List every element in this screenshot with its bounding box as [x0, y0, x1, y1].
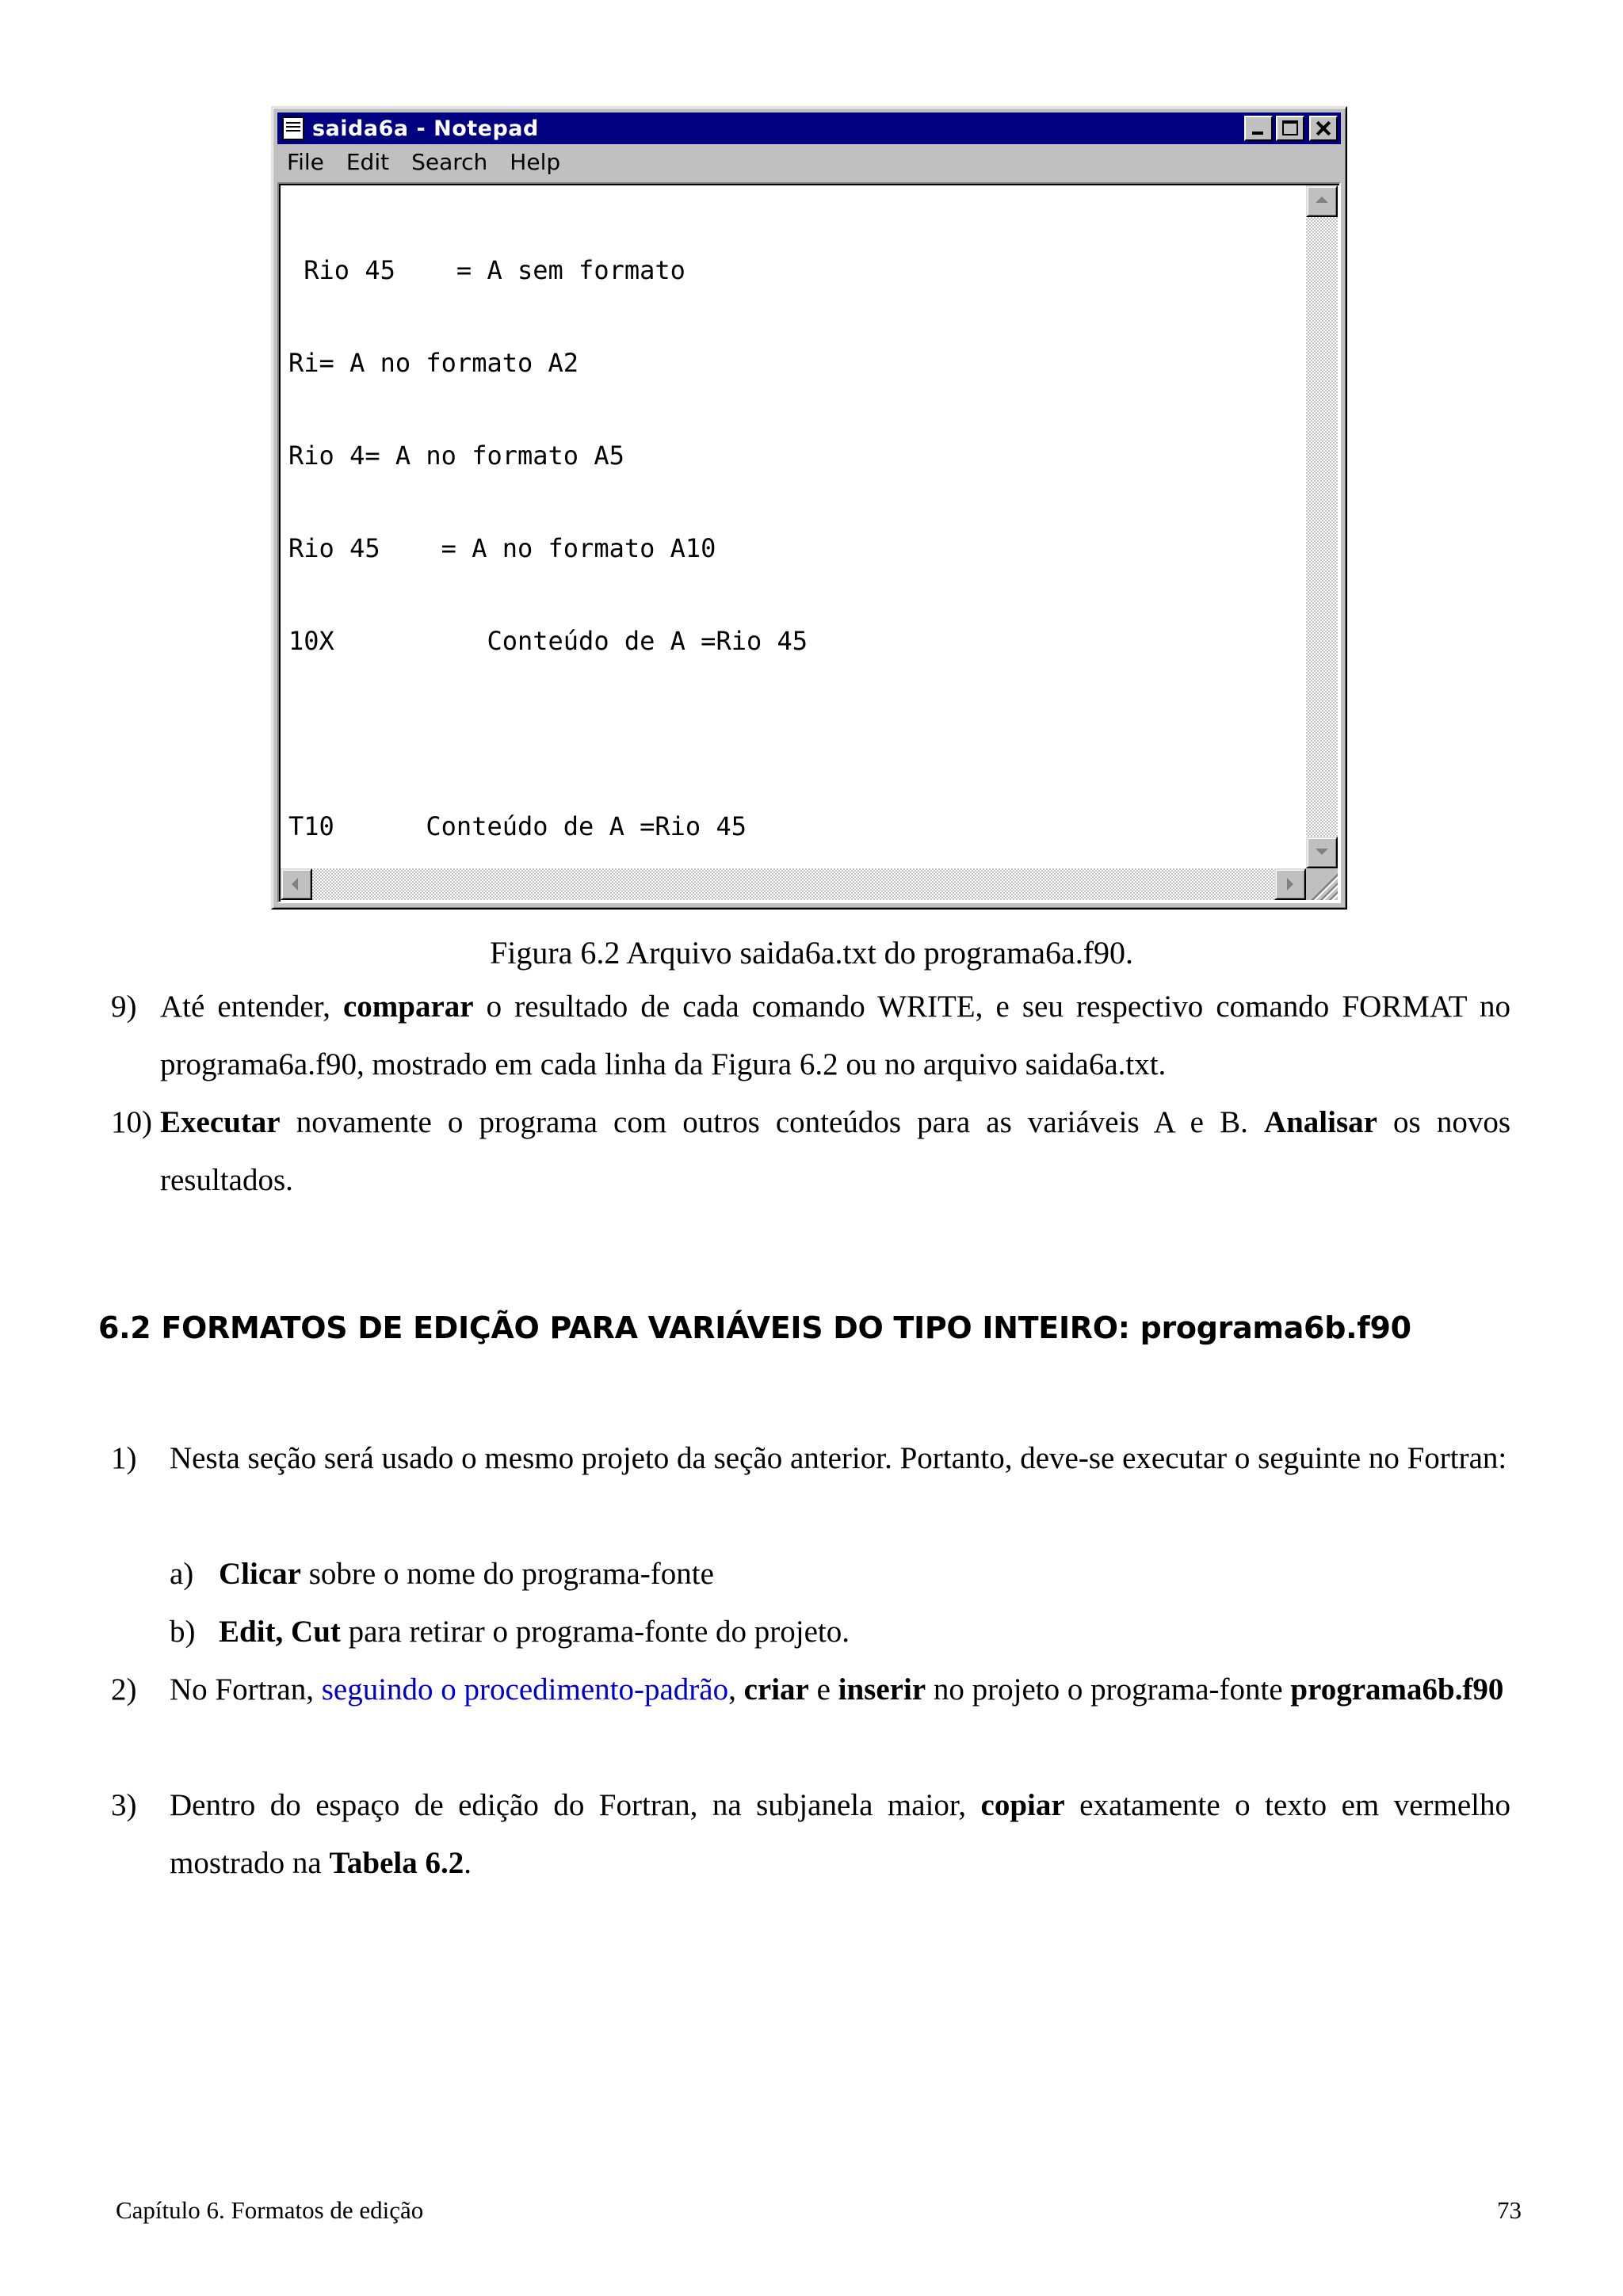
menu-bar [277, 146, 1341, 177]
text-line: Rio 45 = A no formato A10 [288, 533, 716, 563]
arrow-right-icon [1287, 878, 1293, 891]
scroll-left-button[interactable] [281, 868, 312, 900]
step-2 [170, 1661, 1510, 1718]
minimize-button[interactable] [1244, 116, 1273, 141]
maximize-button[interactable] [1276, 116, 1304, 141]
step-bold-text: comparar [342, 990, 474, 1024]
vertical-scrollbar[interactable] [1306, 185, 1338, 868]
step-bold-text: criar [743, 1672, 809, 1707]
step-text: novamente o programa com outros conteúdos para as variáveis A e B. [280, 1105, 1264, 1139]
scroll-down-button[interactable] [1306, 837, 1338, 868]
step-text: para retirar o programa-fonte do projeto. [340, 1615, 850, 1649]
notepad-window [271, 106, 1347, 910]
step-1: Nesta seção será usado o mesmo projeto da seção anterior. Portanto, deve-se executar o seguinte no Fortran: [170, 1441, 1507, 1475]
step-text: Até entender, [160, 990, 343, 1024]
step-text: . [464, 1846, 472, 1880]
step-10 [160, 1093, 1510, 1209]
step-bold-text: inserir [838, 1672, 926, 1707]
step-number: 9) [111, 990, 137, 1024]
page-number: 73 [1497, 2196, 1522, 2224]
text-line [288, 719, 1304, 749]
notepad-icon[interactable] [282, 116, 304, 140]
close-button[interactable] [1309, 116, 1338, 141]
scroll-up-button[interactable] [1306, 185, 1338, 217]
step-text: e [808, 1672, 838, 1707]
step-text: Dentro do espaço de edição do Fortran, na subjanela maior, [170, 1788, 981, 1822]
substep-a [219, 1545, 1510, 1603]
window-controls [1241, 116, 1338, 141]
step-number: 2) [111, 1672, 137, 1707]
resize-grip-icon[interactable] [1306, 868, 1338, 900]
footer-chapter: Capítulo 6. Formatos de edição [116, 2196, 424, 2224]
step-bold-text: Tabela 6.2 [329, 1846, 464, 1880]
edit-area [277, 182, 1341, 903]
text-line: Ri= A no formato A2 [288, 348, 579, 378]
step-text: sobre o nome do programa-fonte [300, 1557, 714, 1591]
horizontal-scrollbar[interactable] [281, 868, 1306, 900]
text-content[interactable] [282, 187, 1304, 867]
step-text: no projeto o programa-fonte [926, 1672, 1291, 1707]
step-bold-text: Edit, Cut [219, 1615, 341, 1649]
menu-help[interactable]: Help [510, 148, 561, 175]
step-9 [160, 978, 1510, 1093]
text-line: Rio 4= A no formato A5 [288, 441, 624, 471]
substep-number: a) [170, 1557, 194, 1591]
step-text: exatamente o texto em vermelho mostrado na [170, 1788, 1510, 1880]
text-line: T10 Conteúdo de A =Rio 45 [288, 811, 747, 841]
step-text: , [728, 1672, 744, 1707]
step-bold-text: Executar [160, 1105, 281, 1139]
step-bold-text: copiar [980, 1788, 1065, 1822]
section-heading: 6.2 FORMATOS DE EDIÇÃO PARA VARIÁVEIS DO TIPO INTEIRO: programa6b.f90 [98, 1310, 1411, 1345]
arrow-up-icon [1316, 196, 1328, 203]
arrow-down-icon [1316, 849, 1328, 855]
substep-b [219, 1603, 1510, 1661]
text-line: Rio 45 = A sem formato [288, 255, 685, 285]
title-bar[interactable] [277, 113, 1341, 144]
step-text: os novos resultados. [160, 1105, 1510, 1197]
figure-caption: Figura 6.2 Arquivo saida6a.txt do programa6a.f90. [489, 935, 1134, 971]
menu-edit[interactable]: Edit [346, 148, 390, 175]
step-bold-text: Clicar [219, 1557, 301, 1591]
procedure-link[interactable]: seguindo o procedimento-padrão [321, 1672, 729, 1707]
step-3 [170, 1776, 1510, 1892]
step-text: o resultado de cada comando WRITE, e seu respectivo comando FORMAT no programa6a.f90, mostrado em cada linha da Figura 6.2 ou no arquivo saida6a.txt. [160, 990, 1510, 1081]
step-number: 10) [111, 1105, 152, 1139]
step-bold-text: programa6b.f90 [1290, 1672, 1504, 1707]
window-title: saida6a - Notepad [312, 116, 539, 141]
step-number: 3) [111, 1788, 137, 1822]
substep-number: b) [170, 1615, 196, 1649]
menu-search[interactable]: Search [411, 148, 488, 175]
arrow-left-icon [292, 878, 298, 891]
text-line: 10X Conteúdo de A =Rio 45 [288, 626, 808, 656]
step-number: 1) [111, 1441, 137, 1475]
step-text: No Fortran, [170, 1672, 322, 1707]
menu-file[interactable]: File [287, 148, 324, 175]
step-bold-text: Analisar [1263, 1105, 1377, 1139]
scroll-right-button[interactable] [1274, 868, 1306, 900]
